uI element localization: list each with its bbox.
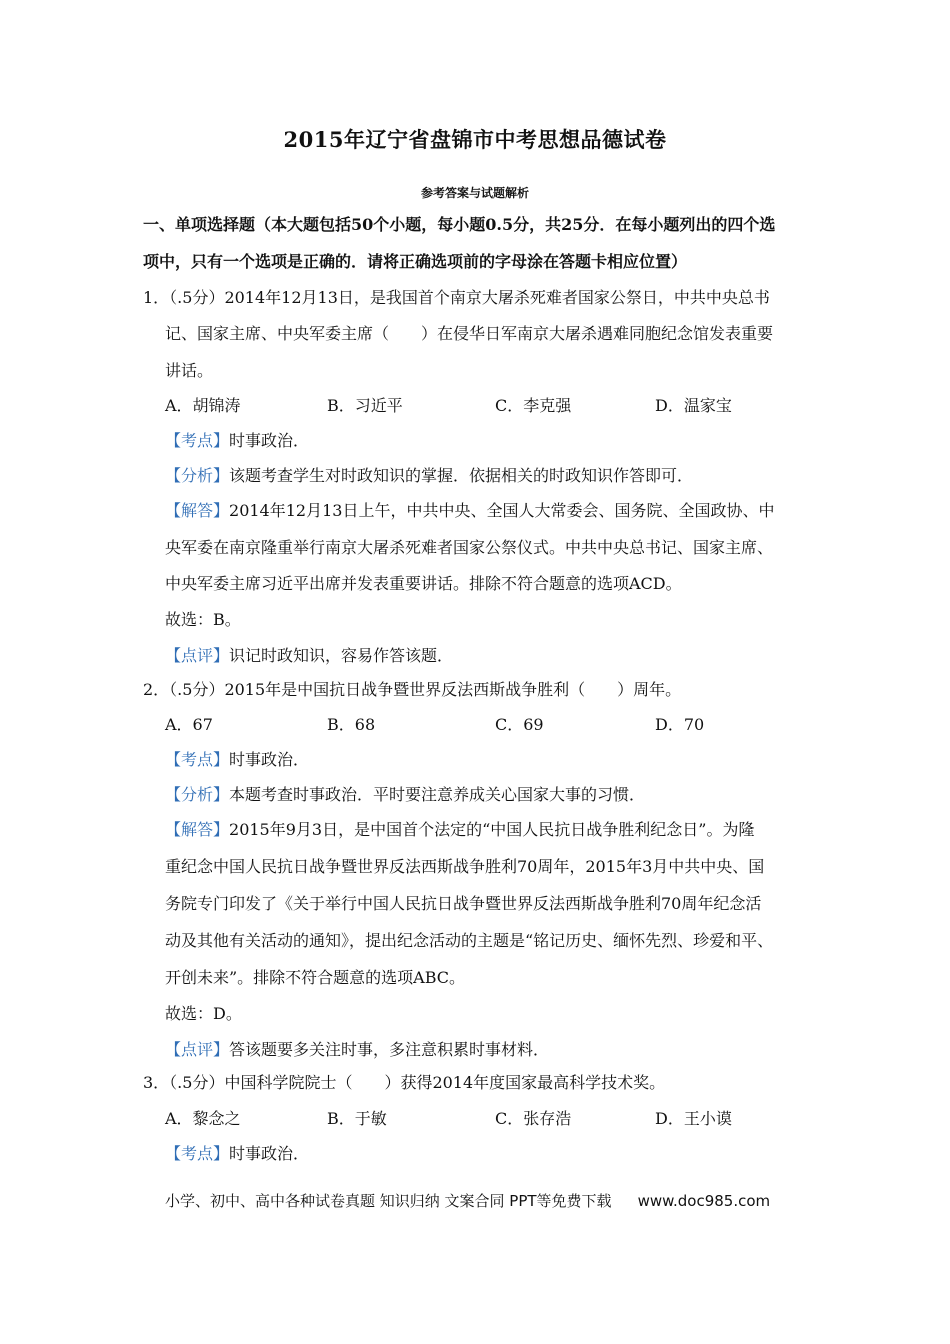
q2-kaodian-text: 时事政治． <box>229 750 310 769</box>
jieda-tag: 【解答】 <box>165 820 230 839</box>
q3-kaodian <box>165 1143 309 1165</box>
q2-jieda-line-2: 重纪念中国人民抗日战争暨世界反法西斯战争胜利70周年，2015年3月中共中央、国 <box>165 857 765 876</box>
q1-option-c: C．李克强 <box>495 396 572 415</box>
kaodian-tag: 【考点】 <box>165 431 230 450</box>
section-heading-line-1: 一、单项选择题（本大题包括50个小题，每小题0.5分，共25分．在每小题列出的四个选 <box>143 215 776 234</box>
page-subtitle: 参考答案与试题解析 <box>420 186 529 200</box>
q2-dianping <box>165 1039 549 1061</box>
q1-stem-line-1: 1．（.5分）2014年12月13日，是我国首个南京大屠杀死难者国家公祭日，中共中央总书 <box>143 288 770 307</box>
q1-option-b: B．习近平 <box>327 396 403 415</box>
jieda-tag: 【解答】 <box>165 501 230 520</box>
q3-option-c: C．张存浩 <box>495 1109 572 1128</box>
q2-dianping-text: 答该题要多关注时事，多注意积累时事材料． <box>229 1040 550 1059</box>
page-footer <box>165 1190 770 1211</box>
q1-answer: 故选：B。 <box>165 610 241 629</box>
q2-stem-line-1: 2．（.5分）2015年是中国抗日战争暨世界反法西斯战争胜利（ ）周年。 <box>143 680 682 699</box>
q1-jieda-line-3: 中央军委主席习近平出席并发表重要讲话。排除不符合题意的选项ACD。 <box>165 574 682 593</box>
q1-option-d: D．温家宝 <box>655 396 732 415</box>
kaodian-tag: 【考点】 <box>165 1144 230 1163</box>
dianping-tag: 【点评】 <box>165 1040 230 1059</box>
q1-jieda <box>165 500 774 522</box>
q1-kaodian-text: 时事政治． <box>229 431 310 450</box>
section-heading <box>143 206 823 280</box>
q3-option-a: A．黎念之 <box>165 1109 241 1128</box>
q2-answer: 故选：D。 <box>165 1004 242 1023</box>
q1-dianping-text: 识记时政知识，容易作答该题． <box>229 646 454 665</box>
q3-option-d: D．王小谟 <box>655 1109 732 1128</box>
footer-url: www.doc985.com <box>637 1192 771 1210</box>
q3-option-b: B．于敏 <box>327 1109 387 1128</box>
q1-stem-line-2: 记、国家主席、中央军委主席（ ）在侵华日军南京大屠杀遇难同胞纪念馆发表重要 <box>165 324 774 343</box>
dianping-tag: 【点评】 <box>165 646 230 665</box>
section-heading-line-2: 项中，只有一个选项是正确的．请将正确选项前的字母涂在答题卡相应位置） <box>143 252 688 271</box>
q2-option-d: D．70 <box>655 715 705 734</box>
q2-jieda-line-5: 开创未来”。排除不符合题意的选项ABC。 <box>165 968 466 987</box>
q2-option-c: C．69 <box>495 715 544 734</box>
q1-fenxi <box>165 465 693 487</box>
q1-kaodian <box>165 430 309 452</box>
q1-option-a: A．胡锦涛 <box>165 396 241 415</box>
kaodian-tag: 【考点】 <box>165 750 230 769</box>
q3-kaodian-text: 时事政治． <box>229 1144 310 1163</box>
q2-jieda-line-3: 务院专门印发了《关于举行中国人民抗日战争暨世界反法西斯战争胜利70周年纪念活 <box>165 894 762 913</box>
page-title: 2015年辽宁省盘锦市中考思想品德试卷 <box>283 127 667 152</box>
footer-text: 小学、初中、高中各种试卷真题 知识归纳 文案合同 PPT等免费下载 <box>165 1192 612 1210</box>
q1-fenxi-text: 该题考查学生对时政知识的掌握．依据相关的时政知识作答即可． <box>229 466 694 485</box>
q2-jieda-line-4: 动及其他有关活动的通知》，提出纪念活动的主题是“铭记历史、缅怀先烈、珍爱和平、 <box>165 931 774 950</box>
q2-kaodian <box>165 749 309 771</box>
fenxi-tag: 【分析】 <box>165 466 230 485</box>
q2-fenxi-text: 本题考查时事政治．平时要注意养成关心国家大事的习惯． <box>229 785 646 804</box>
q1-jieda-line-2: 央军委在南京隆重举行南京大屠杀死难者国家公祭仪式。中共中央总书记、国家主席、 <box>165 538 774 557</box>
q2-option-a: A．67 <box>165 715 213 734</box>
q3-stem-line-1: 3．（.5分）中国科学院院士（ ）获得2014年度国家最高科学技术奖。 <box>143 1073 666 1092</box>
fenxi-tag: 【分析】 <box>165 785 230 804</box>
q2-jieda <box>165 819 754 841</box>
q2-jieda-text-1: 2015年9月3日，是中国首个法定的“中国人民抗日战争胜利纪念日”。为隆 <box>229 820 755 839</box>
q1-dianping <box>165 645 453 667</box>
q2-option-b: B．68 <box>327 715 376 734</box>
q1-jieda-text-1: 2014年12月13日上午，中共中央、全国人大常委会、国务院、全国政协、中 <box>229 501 775 520</box>
q2-fenxi <box>165 784 645 806</box>
q1-stem-line-3: 讲话。 <box>165 361 214 380</box>
